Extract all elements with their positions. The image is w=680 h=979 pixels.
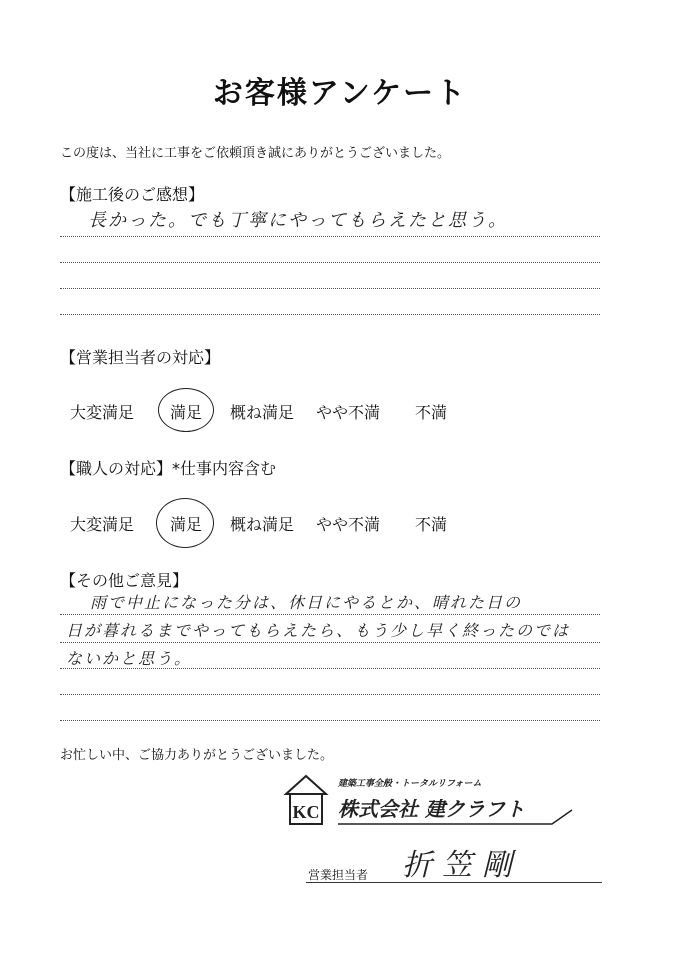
answer-line: [60, 614, 600, 615]
sales-option-mostly-satisfied[interactable]: 概ね満足: [230, 403, 295, 422]
company-name: 株式会社 建クラフト: [338, 797, 525, 821]
other-answer-line-2[interactable]: 日が暮れるまでやってもらえたら、もう少し早く終ったのでは: [66, 621, 571, 640]
impression-heading: 【施工後のご感想】: [60, 185, 205, 204]
craftsmen-selected-circle: [156, 498, 214, 548]
closing-text: お忙しい中、ご協力ありがとうございました。: [60, 748, 334, 763]
answer-line: [60, 288, 600, 289]
sales-option-somewhat-dissatisfied[interactable]: やや不満: [316, 403, 381, 422]
other-answer-line-1[interactable]: 雨で中止になった分は、休日にやるとか、晴れた日の: [90, 593, 523, 612]
answer-line: [60, 668, 600, 669]
sales-heading: 【営業担当者の対応】: [60, 348, 221, 367]
sales-selected-circle: [158, 388, 214, 432]
answer-line: [60, 314, 600, 315]
sales-option-satisfied[interactable]: 満足: [170, 403, 203, 422]
craftsmen-option-dissatisfied[interactable]: 不満: [415, 515, 448, 534]
impression-answer[interactable]: 長かった。でも丁寧にやってもらえたと思う。: [88, 210, 508, 231]
answer-line: [60, 720, 600, 721]
other-heading: 【その他ご意見】: [60, 571, 189, 590]
company-logo: [282, 770, 582, 830]
sales-option-very-satisfied[interactable]: 大変満足: [70, 403, 135, 422]
craftsmen-option-very-satisfied[interactable]: 大変満足: [70, 515, 135, 534]
other-answer-line-3[interactable]: ないかと思う。: [66, 649, 193, 668]
sales-option-dissatisfied[interactable]: 不満: [415, 403, 448, 422]
answer-line: [60, 236, 600, 237]
logo-kc-text: KC: [292, 802, 320, 822]
answer-line: [60, 642, 600, 643]
answer-line: [60, 262, 600, 263]
intro-text: この度は、当社に工事をご依頼頂き誠にありがとうございました。: [60, 146, 451, 161]
page-title: お客様アンケート: [212, 76, 468, 111]
craftsmen-option-somewhat-dissatisfied[interactable]: やや不満: [316, 515, 381, 534]
signature-line: [306, 882, 602, 883]
company-logo-graphic: [282, 770, 582, 830]
craftsmen-option-mostly-satisfied[interactable]: 概ね満足: [230, 515, 295, 534]
answer-line: [60, 694, 600, 695]
craftsmen-option-satisfied[interactable]: 満足: [170, 515, 203, 534]
craftsmen-heading: 【職人の対応】*仕事内容含む: [60, 459, 277, 478]
sales-rep-label: 営業担当者: [308, 868, 369, 882]
house-roof-icon: [286, 776, 326, 794]
sales-rep-signature[interactable]: 折笠剛: [402, 848, 522, 883]
company-tagline: 建築工事全般・トータルリフォーム: [338, 779, 482, 789]
